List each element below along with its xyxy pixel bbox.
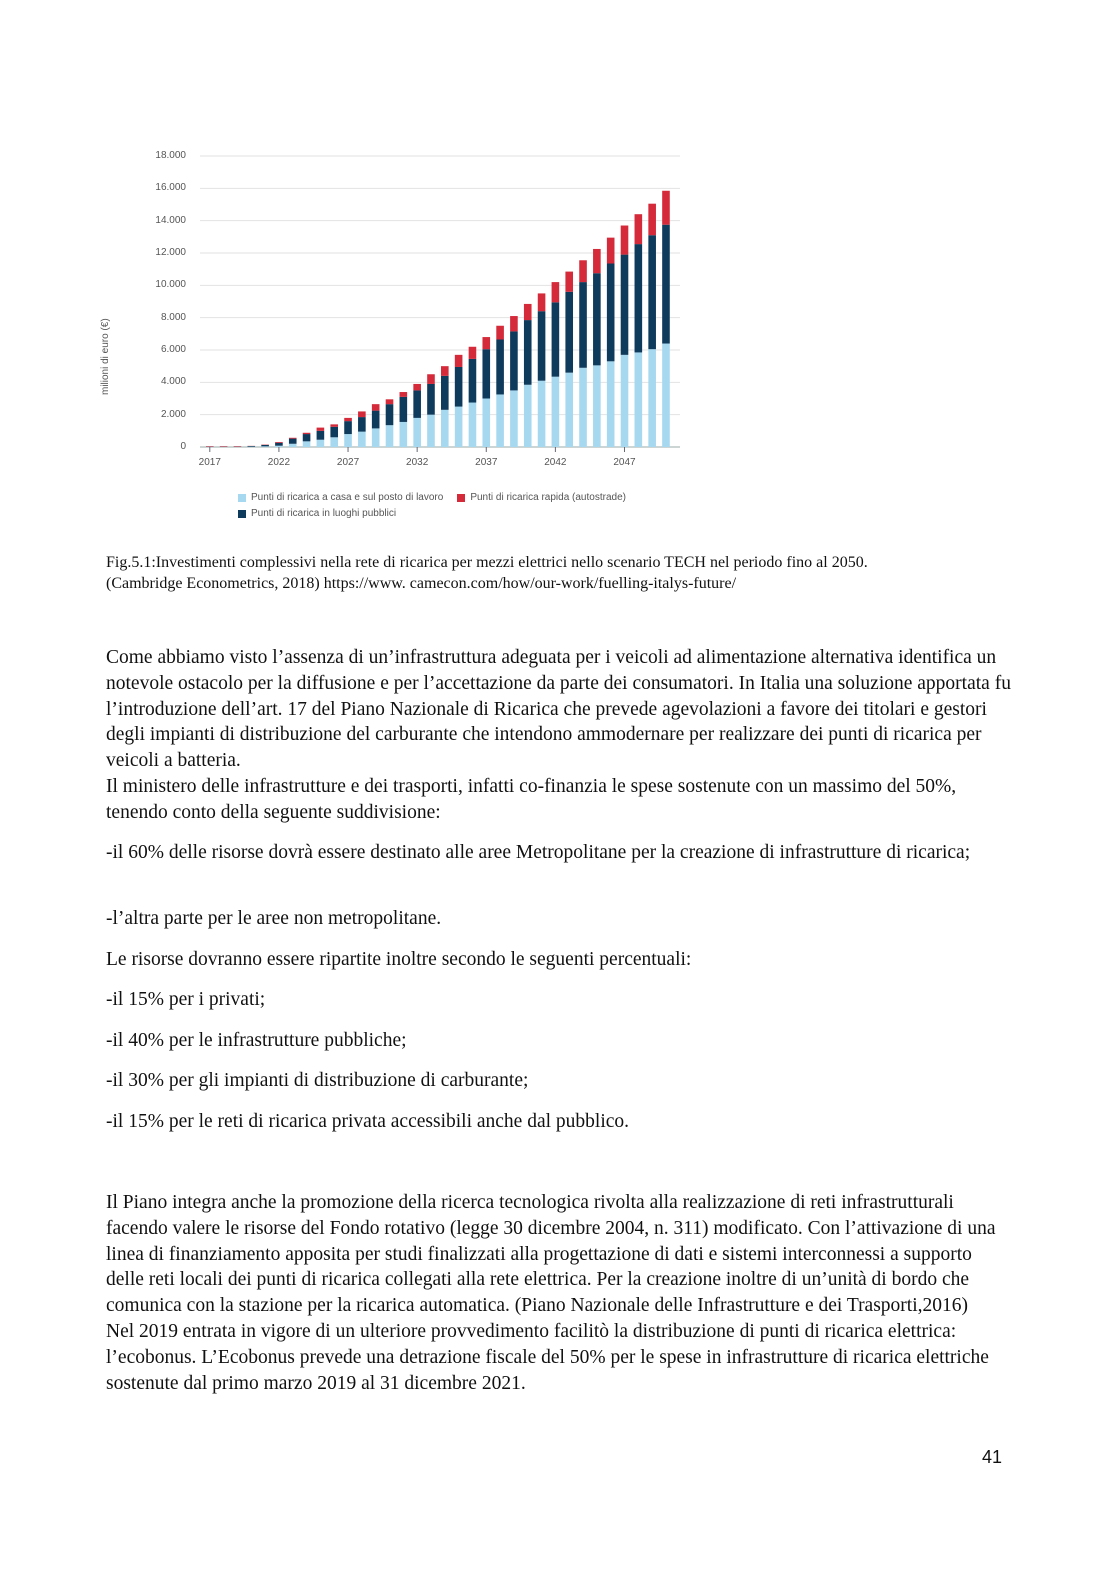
legend-swatch [238, 510, 246, 518]
list-item: -il 15% per le reti di ricarica privata accessibili anche dal pubblico. [106, 1111, 630, 1132]
legend-item-public: Punti di ricarica in luoghi pubblici [238, 508, 396, 519]
legend-swatch [457, 494, 465, 502]
y-tick-label: 0 [180, 441, 186, 452]
legend-item-fast: Punti di ricarica rapida (autostrade) [457, 492, 626, 503]
legend-item-home: Punti di ricarica a casa e sul posto di lavoro [238, 492, 443, 503]
y-tick-label: 2.000 [160, 408, 186, 420]
y-tick-label: 12.000 [155, 247, 186, 258]
paragraph: Nel 2019 entrata in vigore di un ulteriore provvedimento facilitò la distribuzione di punti di ricarica elettrica: l’ecobonus. L’Ecobonus prevede una detrazione fiscale del 50% per le spese in infrastrutture di ricarica elettriche sostenute dal primo marzo 2019 al 31 dicembre 2021. [106, 1320, 989, 1394]
y-tick-label: 16.000 [155, 182, 186, 194]
list-item: -l’altra parte per le aree non metropolitane. [106, 908, 442, 929]
x-tick-label: 2027 [336, 457, 360, 468]
paragraph-4-5 [106, 1190, 1011, 1396]
y-axis-title: milioni di euro (€) [100, 318, 111, 395]
y-tick-label: 8.000 [160, 311, 186, 323]
x-tick-label: 2032 [406, 457, 429, 468]
list-item: -il 40% per le infrastrutture pubbliche; [106, 1030, 407, 1051]
paragraph-1-2 [106, 645, 1011, 826]
figure-caption: Fig.5.1:Investimenti complessivi nella rete di ricarica per mezzi elettrici nello scenario TECH nel periodo fino al 2050. (Cambridge Econometrics, 2018) https://www. camecon.com/how/our-work/fuelling-italys-future/ [106, 554, 868, 592]
y-tick-label: 14.000 [155, 214, 186, 226]
y-tick-label: 10.000 [155, 279, 186, 291]
y-tick-label: 18.000 [155, 150, 186, 161]
list-item: -il 15% per i privati; [106, 989, 266, 1010]
list-item: -il 60% delle risorse dovrà essere destinato alle aree Metropolitane per la creazione di infrastrutture di ricarica; [106, 842, 971, 863]
y-tick-label: 4.000 [160, 376, 186, 388]
paragraph: Il ministero delle infrastrutture e dei trasporti, infatti co-finanzia le spese sostenute con un massimo del 50%, tenendo conto della seguente suddivisione: [106, 775, 957, 823]
stacked-bar-chart [100, 140, 690, 540]
chart-legend [238, 492, 626, 524]
x-tick-label: 2022 [267, 457, 291, 468]
legend-swatch [238, 494, 246, 502]
list-item: -il 30% per gli impianti di distribuzione di carburante; [106, 1070, 529, 1091]
paragraph: Come abbiamo visto l’assenza di un’infrastruttura adeguata per i veicoli ad alimentazione alternativa identifica un notevole ostacolo per la diffusione e per l’accettazione da parte dei consumatori. In Italia una soluzione apportata fu l’introduzione dell’art. 17 del Piano Nazionale di Ricarica che prevede agevolazioni a favore dei titolari e gestori degli impianti di distribuzione del carburante che intendono ammodernare per realizzare dei punti di ricarica per veicoli a batteria. [106, 647, 1011, 772]
x-tick-label: 2037 [475, 457, 498, 468]
paragraph: Il Piano integra anche la promozione della ricerca tecnologica rivolta alla realizzazione di reti infrastrutturali facendo valere le risorse del Fondo rotativo (legge 30 dicembre 2004, n. 311) modificato. Con l’attivazione di una linea di finanziamento apposita per studi finalizzati alla progettazione di dati e sistemi interconnessi a supporto delle reti locali dei punti di ricarica collegati alla rete elettrica. Per la creazione inoltre di un’unità di bordo che comunica con la stazione per la ricarica automatica. (Piano Nazionale delle Infrastrutture e dei Trasporti,2016) [106, 1192, 996, 1317]
chart-plot [110, 140, 690, 480]
x-tick-label: 2042 [544, 457, 567, 468]
y-tick-label: 6.000 [160, 344, 186, 355]
page-number: 41 [982, 1447, 1003, 1467]
x-tick-label: 2047 [613, 457, 636, 468]
x-tick-label: 2017 [198, 457, 221, 468]
paragraph: Le risorse dovranno essere ripartite inoltre secondo le seguenti percentuali: [106, 949, 692, 970]
